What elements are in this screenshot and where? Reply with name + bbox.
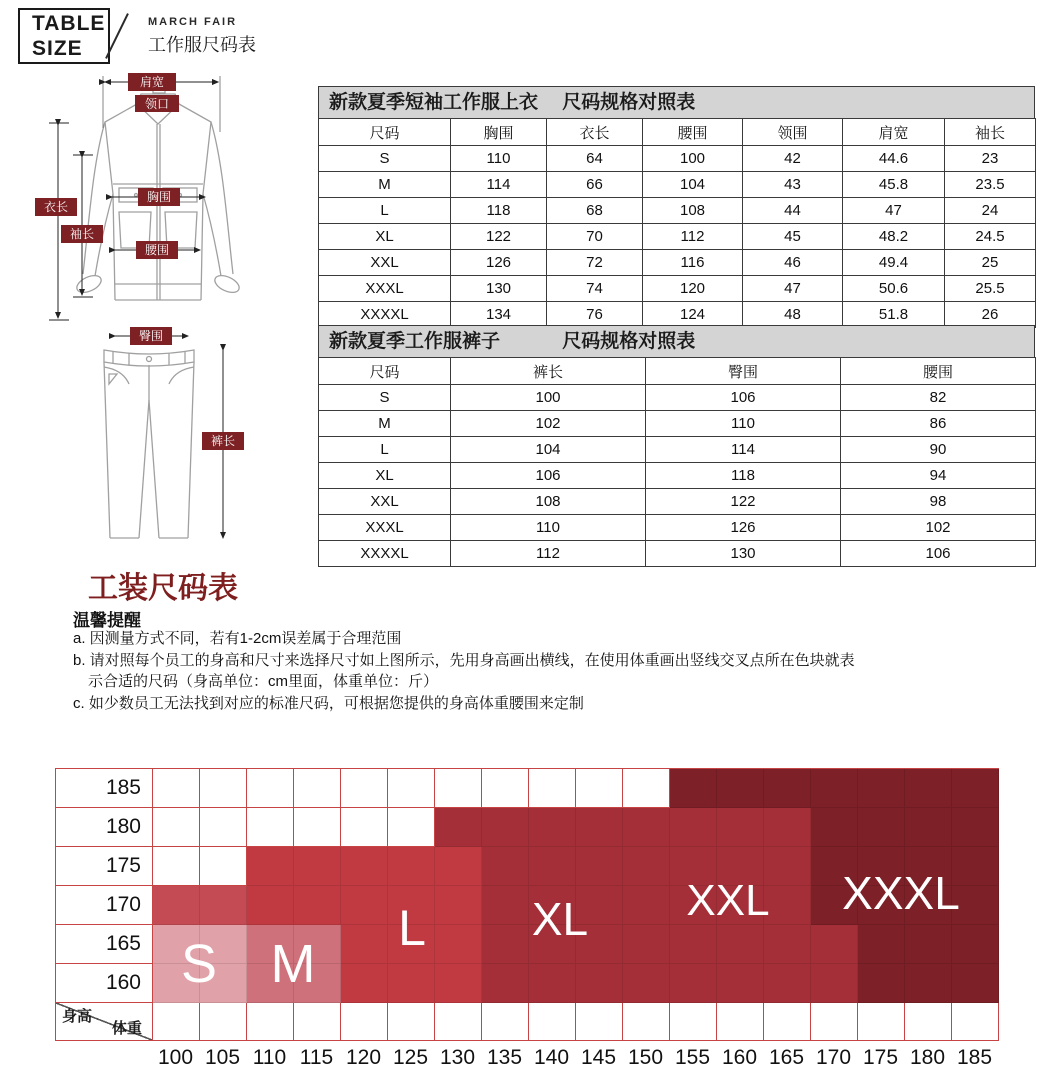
size-cell-l	[341, 847, 388, 886]
size-cell-x2	[717, 808, 764, 847]
table-cell: 126	[451, 250, 547, 276]
table-cell: 70	[547, 224, 643, 250]
brand-logo-box	[18, 8, 110, 64]
size-cell-x3	[764, 769, 811, 808]
table-cell: 51.8	[843, 302, 945, 328]
label-sleeve	[61, 225, 103, 243]
size-cell-l	[435, 847, 482, 886]
empty-cell	[153, 1003, 200, 1041]
empty-cell	[341, 1003, 388, 1041]
table-cell: 48	[743, 302, 843, 328]
table-cell: 118	[646, 463, 841, 489]
size-cell-x2	[529, 964, 576, 1003]
table-cell: 104	[451, 437, 646, 463]
size-cell-x3	[952, 769, 999, 808]
table-cell: XXL	[319, 489, 451, 515]
size-cell-x2	[717, 964, 764, 1003]
empty-cell	[153, 808, 200, 847]
empty-cell	[435, 1003, 482, 1041]
table-cell: 114	[646, 437, 841, 463]
table-cell: 25	[945, 250, 1036, 276]
table-cell: 126	[646, 515, 841, 541]
table-row	[319, 224, 1036, 250]
size-cell-x3	[858, 769, 905, 808]
reminder-note-line: a. 因测量方式不同，若有1-2cm误差属于合理范围	[73, 630, 402, 647]
table-cell: S	[319, 146, 451, 172]
table-cell: 120	[643, 276, 743, 302]
table-cell: 100	[451, 385, 646, 411]
table-cell: 116	[643, 250, 743, 276]
size-cell-l	[435, 925, 482, 964]
size-cell-x2	[764, 847, 811, 886]
weight-tick-label: 105	[204, 1046, 241, 1069]
weight-tick-label: 110	[252, 1046, 287, 1069]
table-cell: 48.2	[843, 224, 945, 250]
table-cell: 44	[743, 198, 843, 224]
size-cell-x3	[811, 769, 858, 808]
table-cell: 50.6	[843, 276, 945, 302]
table-cell: 106	[451, 463, 646, 489]
size-cell-x2	[764, 925, 811, 964]
size-cell-l	[294, 886, 341, 925]
table-cell: M	[319, 411, 451, 437]
size-cell-x3	[905, 925, 952, 964]
table-cell: 124	[643, 302, 743, 328]
size-cell-x3	[717, 769, 764, 808]
size-cell-x2	[811, 964, 858, 1003]
table-row	[319, 302, 1036, 328]
jacket-size-table-section	[318, 86, 1035, 328]
size-cell-x2	[670, 808, 717, 847]
empty-cell	[717, 1003, 764, 1041]
svg-text:衣长: 衣长	[43, 200, 69, 214]
size-cell-x3	[670, 769, 717, 808]
size-cell-x3	[905, 964, 952, 1003]
table-cell: XXL	[319, 250, 451, 276]
weight-tick-label: 150	[627, 1046, 664, 1069]
pants-drawing	[104, 350, 194, 538]
table-cell: 114	[451, 172, 547, 198]
size-region-label-xxxl: XXXL	[842, 867, 960, 919]
size-cell-x2	[764, 886, 811, 925]
empty-cell	[388, 808, 435, 847]
size-cell-x2	[623, 808, 670, 847]
reminder-title: 温馨提醒	[73, 611, 141, 630]
table-cell: 122	[646, 489, 841, 515]
empty-cell	[529, 769, 576, 808]
table-cell: 112	[643, 224, 743, 250]
svg-text:裤长: 裤长	[210, 434, 236, 448]
weight-tick-label: 175	[862, 1046, 899, 1069]
empty-cell	[153, 769, 200, 808]
table-cell: 23.5	[945, 172, 1036, 198]
reminder-note-line: 示合适的尺码（身高单位：cm里面，体重单位：斤）	[88, 673, 438, 690]
table-row	[319, 385, 1036, 411]
empty-cell	[294, 769, 341, 808]
header-row	[319, 119, 1036, 146]
table-cell: 108	[451, 489, 646, 515]
size-cell-x2	[482, 925, 529, 964]
table-cell: 45	[743, 224, 843, 250]
table-cell: 98	[841, 489, 1036, 515]
empty-cell	[200, 1003, 247, 1041]
weight-tick-label: 155	[674, 1046, 711, 1069]
label-hip	[130, 327, 172, 345]
svg-text:肩宽: 肩宽	[139, 75, 165, 89]
table-cell: 26	[945, 302, 1036, 328]
table-cell: 130	[646, 541, 841, 567]
size-cell-l	[341, 886, 388, 925]
column-header: 腰围	[643, 119, 743, 146]
table-cell: XXXXL	[319, 302, 451, 328]
table-row	[319, 489, 1036, 515]
reminder-notes	[73, 628, 973, 714]
table-cell: XXXXL	[319, 541, 451, 567]
size-cell-x2	[529, 808, 576, 847]
size-cell-x2	[482, 886, 529, 925]
empty-cell	[811, 1003, 858, 1041]
label-pants-length	[202, 432, 244, 450]
table-cell: L	[319, 437, 451, 463]
size-cell-x3	[858, 808, 905, 847]
svg-text:袖长: 袖长	[69, 227, 95, 241]
size-cell-x3	[952, 925, 999, 964]
column-header: 裤长	[451, 358, 646, 385]
table-row	[319, 172, 1036, 198]
size-selection-heatmap	[55, 768, 998, 1069]
empty-cell	[764, 1003, 811, 1041]
logo-line2: SIZE	[32, 37, 83, 60]
table-cell: M	[319, 172, 451, 198]
empty-cell	[388, 1003, 435, 1041]
size-cell-x3	[858, 964, 905, 1003]
table-cell: 90	[841, 437, 1036, 463]
column-header: 领围	[743, 119, 843, 146]
svg-text:胸围: 胸围	[146, 190, 172, 204]
label-collar	[135, 95, 179, 112]
empty-cell	[529, 1003, 576, 1041]
size-cell-x2	[623, 964, 670, 1003]
table-cell: 106	[646, 385, 841, 411]
empty-cell	[200, 847, 247, 886]
height-tick-label: 180	[56, 808, 153, 847]
weight-tick-label: 140	[533, 1046, 570, 1069]
size-cell-l	[247, 886, 294, 925]
size-region-label-xxl: XXL	[686, 876, 770, 925]
size-cell-x2	[764, 808, 811, 847]
weight-tick-label: 185	[956, 1046, 993, 1069]
empty-cell	[247, 808, 294, 847]
table-cell: 47	[743, 276, 843, 302]
size-cell-l	[435, 886, 482, 925]
weight-tick-label: 170	[815, 1046, 852, 1069]
table-cell: XL	[319, 463, 451, 489]
size-cell-x3	[811, 808, 858, 847]
weight-tick-label: 115	[299, 1046, 334, 1069]
table-cell: 47	[843, 198, 945, 224]
size-cell-x2	[576, 847, 623, 886]
table-cell: 134	[451, 302, 547, 328]
column-header: 胸围	[451, 119, 547, 146]
empty-cell	[952, 1003, 999, 1041]
size-cell-l	[341, 964, 388, 1003]
size-cell-lt	[200, 886, 247, 925]
empty-cell	[294, 808, 341, 847]
table-cell: 43	[743, 172, 843, 198]
table-row	[319, 276, 1036, 302]
table-cell: 118	[451, 198, 547, 224]
table-cell: L	[319, 198, 451, 224]
size-cell-x2	[623, 847, 670, 886]
weight-tick-label: 165	[768, 1046, 805, 1069]
height-tick-label: 160	[56, 964, 153, 1003]
table-cell: 112	[451, 541, 646, 567]
size-region-label-m: M	[270, 934, 316, 994]
size-region-label-l: L	[398, 900, 426, 956]
size-cell-x2	[435, 808, 482, 847]
table-cell: 110	[451, 146, 547, 172]
weight-tick-label: 180	[909, 1046, 946, 1069]
size-cell-x2	[670, 925, 717, 964]
jacket-size-table	[318, 118, 1036, 328]
empty-cell	[670, 1003, 717, 1041]
table-cell: 110	[646, 411, 841, 437]
empty-cell	[858, 1003, 905, 1041]
table-cell: 46	[743, 250, 843, 276]
label-length	[35, 198, 77, 216]
table-cell: 24	[945, 198, 1036, 224]
size-cell-x3	[858, 925, 905, 964]
pants-table-title: 新款夏季工作服裤子 尺码规格对照表	[318, 325, 1035, 358]
empty-cell	[153, 847, 200, 886]
table-cell: 23	[945, 146, 1036, 172]
table-row	[319, 198, 1036, 224]
svg-text:腰围: 腰围	[144, 243, 170, 257]
table-cell: 106	[841, 541, 1036, 567]
size-cell-l	[294, 847, 341, 886]
size-cell-x2	[623, 886, 670, 925]
svg-text:领口: 领口	[144, 97, 170, 111]
table-cell: 66	[547, 172, 643, 198]
height-tick-label: 170	[56, 886, 153, 925]
table-row	[319, 515, 1036, 541]
empty-cell	[576, 1003, 623, 1041]
size-cell-lt	[153, 886, 200, 925]
weight-tick-label: 160	[721, 1046, 758, 1069]
size-cell-x3	[952, 964, 999, 1003]
table-cell: 100	[643, 146, 743, 172]
empty-cell	[200, 769, 247, 808]
size-cell-l	[435, 964, 482, 1003]
empty-cell	[388, 769, 435, 808]
empty-cell	[435, 769, 482, 808]
label-chest	[138, 188, 180, 206]
size-cell-x3	[952, 808, 999, 847]
table-cell: 108	[643, 198, 743, 224]
size-cell-l	[388, 847, 435, 886]
size-cell-x2	[482, 847, 529, 886]
size-cell-l	[341, 925, 388, 964]
weight-tick-label: 125	[392, 1046, 429, 1069]
empty-cell	[482, 1003, 529, 1041]
dimension-arrows	[49, 76, 223, 538]
weight-tick-label: 120	[345, 1046, 382, 1069]
table-cell: 42	[743, 146, 843, 172]
table-cell: XXXL	[319, 276, 451, 302]
table-cell: 64	[547, 146, 643, 172]
size-cell-x2	[576, 964, 623, 1003]
column-header: 尺码	[319, 119, 451, 146]
label-waist	[136, 241, 178, 259]
column-header: 尺码	[319, 358, 451, 385]
x-axis-label: 体重	[111, 1020, 142, 1037]
axis-corner-cell	[56, 1003, 153, 1041]
table-row	[319, 541, 1036, 567]
page-title: 工作服尺码表	[148, 35, 256, 55]
size-cell-l	[388, 964, 435, 1003]
table-row	[319, 411, 1036, 437]
size-cell-x2	[670, 964, 717, 1003]
column-header: 肩宽	[843, 119, 945, 146]
pants-size-table-section	[318, 325, 1035, 567]
measurement-diagram	[25, 62, 270, 562]
size-cell-x2	[529, 847, 576, 886]
empty-cell	[341, 808, 388, 847]
size-cell-x2	[623, 925, 670, 964]
pants-size-table	[318, 357, 1036, 567]
column-header: 衣长	[547, 119, 643, 146]
table-cell: 86	[841, 411, 1036, 437]
weight-tick-label: 100	[157, 1046, 194, 1069]
header-row	[319, 358, 1036, 385]
empty-cell	[200, 808, 247, 847]
size-cell-x2	[482, 808, 529, 847]
svg-text:臀围: 臀围	[138, 329, 164, 343]
column-header: 臀围	[646, 358, 841, 385]
reminder-note-line: c. 如少数员工无法找到对应的标准尺码，可根据您提供的身高体重腰围来定制	[73, 694, 584, 712]
size-cell-x3	[905, 808, 952, 847]
table-cell: 25.5	[945, 276, 1036, 302]
empty-cell	[576, 769, 623, 808]
height-tick-label: 185	[56, 769, 153, 808]
weight-tick-label: 135	[486, 1046, 523, 1069]
y-axis-label: 身高	[62, 1008, 93, 1025]
table-cell: 102	[451, 411, 646, 437]
table-cell: 82	[841, 385, 1036, 411]
label-shoulder	[128, 73, 176, 91]
reminder-note-line: b. 请对照每个员工的身高和尺寸来选择尺寸如上图所示，先用身高画出横线，在使用体重画出竖线交叉点所在色块就表	[73, 651, 855, 669]
column-header: 腰围	[841, 358, 1036, 385]
table-cell: 74	[547, 276, 643, 302]
section-heading: 工装尺码表	[88, 572, 238, 605]
size-region-label-s: S	[180, 934, 218, 994]
table-cell: 94	[841, 463, 1036, 489]
table-cell: S	[319, 385, 451, 411]
size-cell-x2	[764, 964, 811, 1003]
empty-cell	[905, 1003, 952, 1041]
size-cell-l	[247, 847, 294, 886]
table-cell: XL	[319, 224, 451, 250]
size-cell-x2	[482, 964, 529, 1003]
logo-line1: TABLE	[32, 12, 106, 35]
table-cell: 49.4	[843, 250, 945, 276]
weight-tick-label: 145	[580, 1046, 617, 1069]
size-cell-x2	[576, 808, 623, 847]
column-header: 袖长	[945, 119, 1036, 146]
table-row	[319, 437, 1036, 463]
height-tick-label: 165	[56, 925, 153, 964]
empty-cell	[247, 769, 294, 808]
table-cell: XXXL	[319, 515, 451, 541]
size-cell-x2	[811, 925, 858, 964]
table-cell: 102	[841, 515, 1036, 541]
table-row	[319, 463, 1036, 489]
table-cell: 44.6	[843, 146, 945, 172]
table-cell: 72	[547, 250, 643, 276]
height-tick-label: 175	[56, 847, 153, 886]
table-row	[319, 146, 1036, 172]
weight-tick-label: 130	[439, 1046, 476, 1069]
table-cell: 122	[451, 224, 547, 250]
table-cell: 24.5	[945, 224, 1036, 250]
size-cell-x3	[905, 769, 952, 808]
empty-cell	[294, 1003, 341, 1041]
empty-cell	[482, 769, 529, 808]
brand-name: MARCH FAIR	[148, 16, 238, 28]
table-cell: 68	[547, 198, 643, 224]
jacket-table-title: 新款夏季短袖工作服上衣 尺码规格对照表	[318, 86, 1035, 119]
empty-cell	[623, 1003, 670, 1041]
table-cell: 110	[451, 515, 646, 541]
size-region-label-xl: XL	[531, 893, 589, 945]
size-cell-x2	[717, 925, 764, 964]
empty-cell	[341, 769, 388, 808]
table-cell: 104	[643, 172, 743, 198]
table-row	[319, 250, 1036, 276]
empty-cell	[623, 769, 670, 808]
table-cell: 45.8	[843, 172, 945, 198]
empty-cell	[247, 1003, 294, 1041]
table-cell: 130	[451, 276, 547, 302]
table-cell: 76	[547, 302, 643, 328]
